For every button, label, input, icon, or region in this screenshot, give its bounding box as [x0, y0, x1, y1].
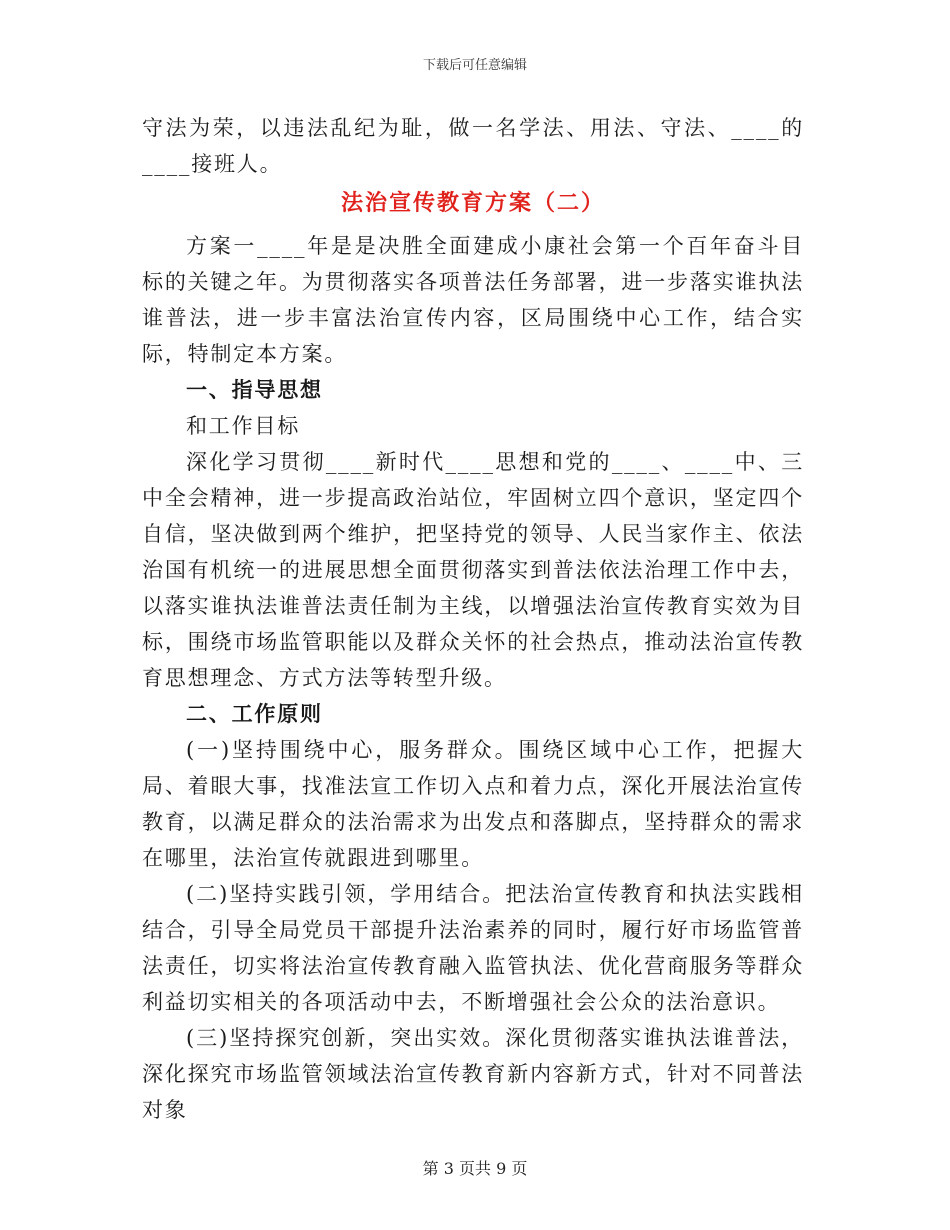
paragraph-intro: 方案一____年是是决胜全面建成小康社会第一个百年奋斗目标的关键之年。为贯彻落实各项普法任务部署，进一步落实谁执法谁普法，进一步丰富法治宣传内容，区局围绕中心工作，结合实际，特制定本方案。	[142, 234, 804, 366]
paragraph-principle-1: (一)坚持围绕中心，服务群众。围绕区域中心工作，把握大局、着眼大事，找准法宣工作切入点和着力点，深化开展法治宣传教育，以满足群众的法治需求为出发点和落脚点，坚持群众的需求在哪里，法治宣传就跟进到哪里。	[142, 738, 804, 870]
document-body	[142, 110, 804, 1128]
intro-tail-paragraph: 守法为荣，以违法乱纪为耻，做一名学法、用法、守法、____的____接班人。	[142, 116, 804, 176]
section-heading-1: 一、指导思想	[186, 378, 323, 402]
paragraph-principle-2: (二)坚持实践引领，学用结合。把法治宣传教育和执法实践相结合，引导全局党员干部提升法治素养的同时，履行好市场监管普法责任，切实将法治宣传教育融入监管执法、优化营商服务等群众利益切实相关的各项活动中去，不断增强社会公众的法治意识。	[142, 882, 804, 1014]
paragraph-principle-3: (三)坚持探究创新，突出实效。深化贯彻落实谁执法谁普法，深化探究市场监管领域法治宣传教育新内容新方式，针对不同普法对象	[142, 1026, 804, 1122]
document-title: 法治宣传教育方案（二）	[340, 191, 605, 216]
section-heading-2: 二、工作原则	[186, 702, 323, 726]
section-heading-1-sub: 和工作目标	[186, 414, 300, 438]
paragraph-guiding-thought: 深化学习贯彻____新时代____思想和党的____、____中、三中全会精神，进一步提高政治站位，牢固树立四个意识，坚定四个自信，坚决做到两个维护，把坚持党的领导、人民当家作主、依法治国有机统一的进展思想全面贯彻落实到普法依法治理工作中去，以落实谁执法谁普法责任制为主线，以增强法治宣传教育实效为目标，围绕市场监管职能以及群众关怀的社会热点，推动法治宣传教育思想理念、方式方法等转型升级。	[142, 450, 804, 690]
page-header: 下载后可任意编辑	[422, 58, 527, 73]
page-footer: 第 3 页共 9 页	[422, 1159, 528, 1178]
